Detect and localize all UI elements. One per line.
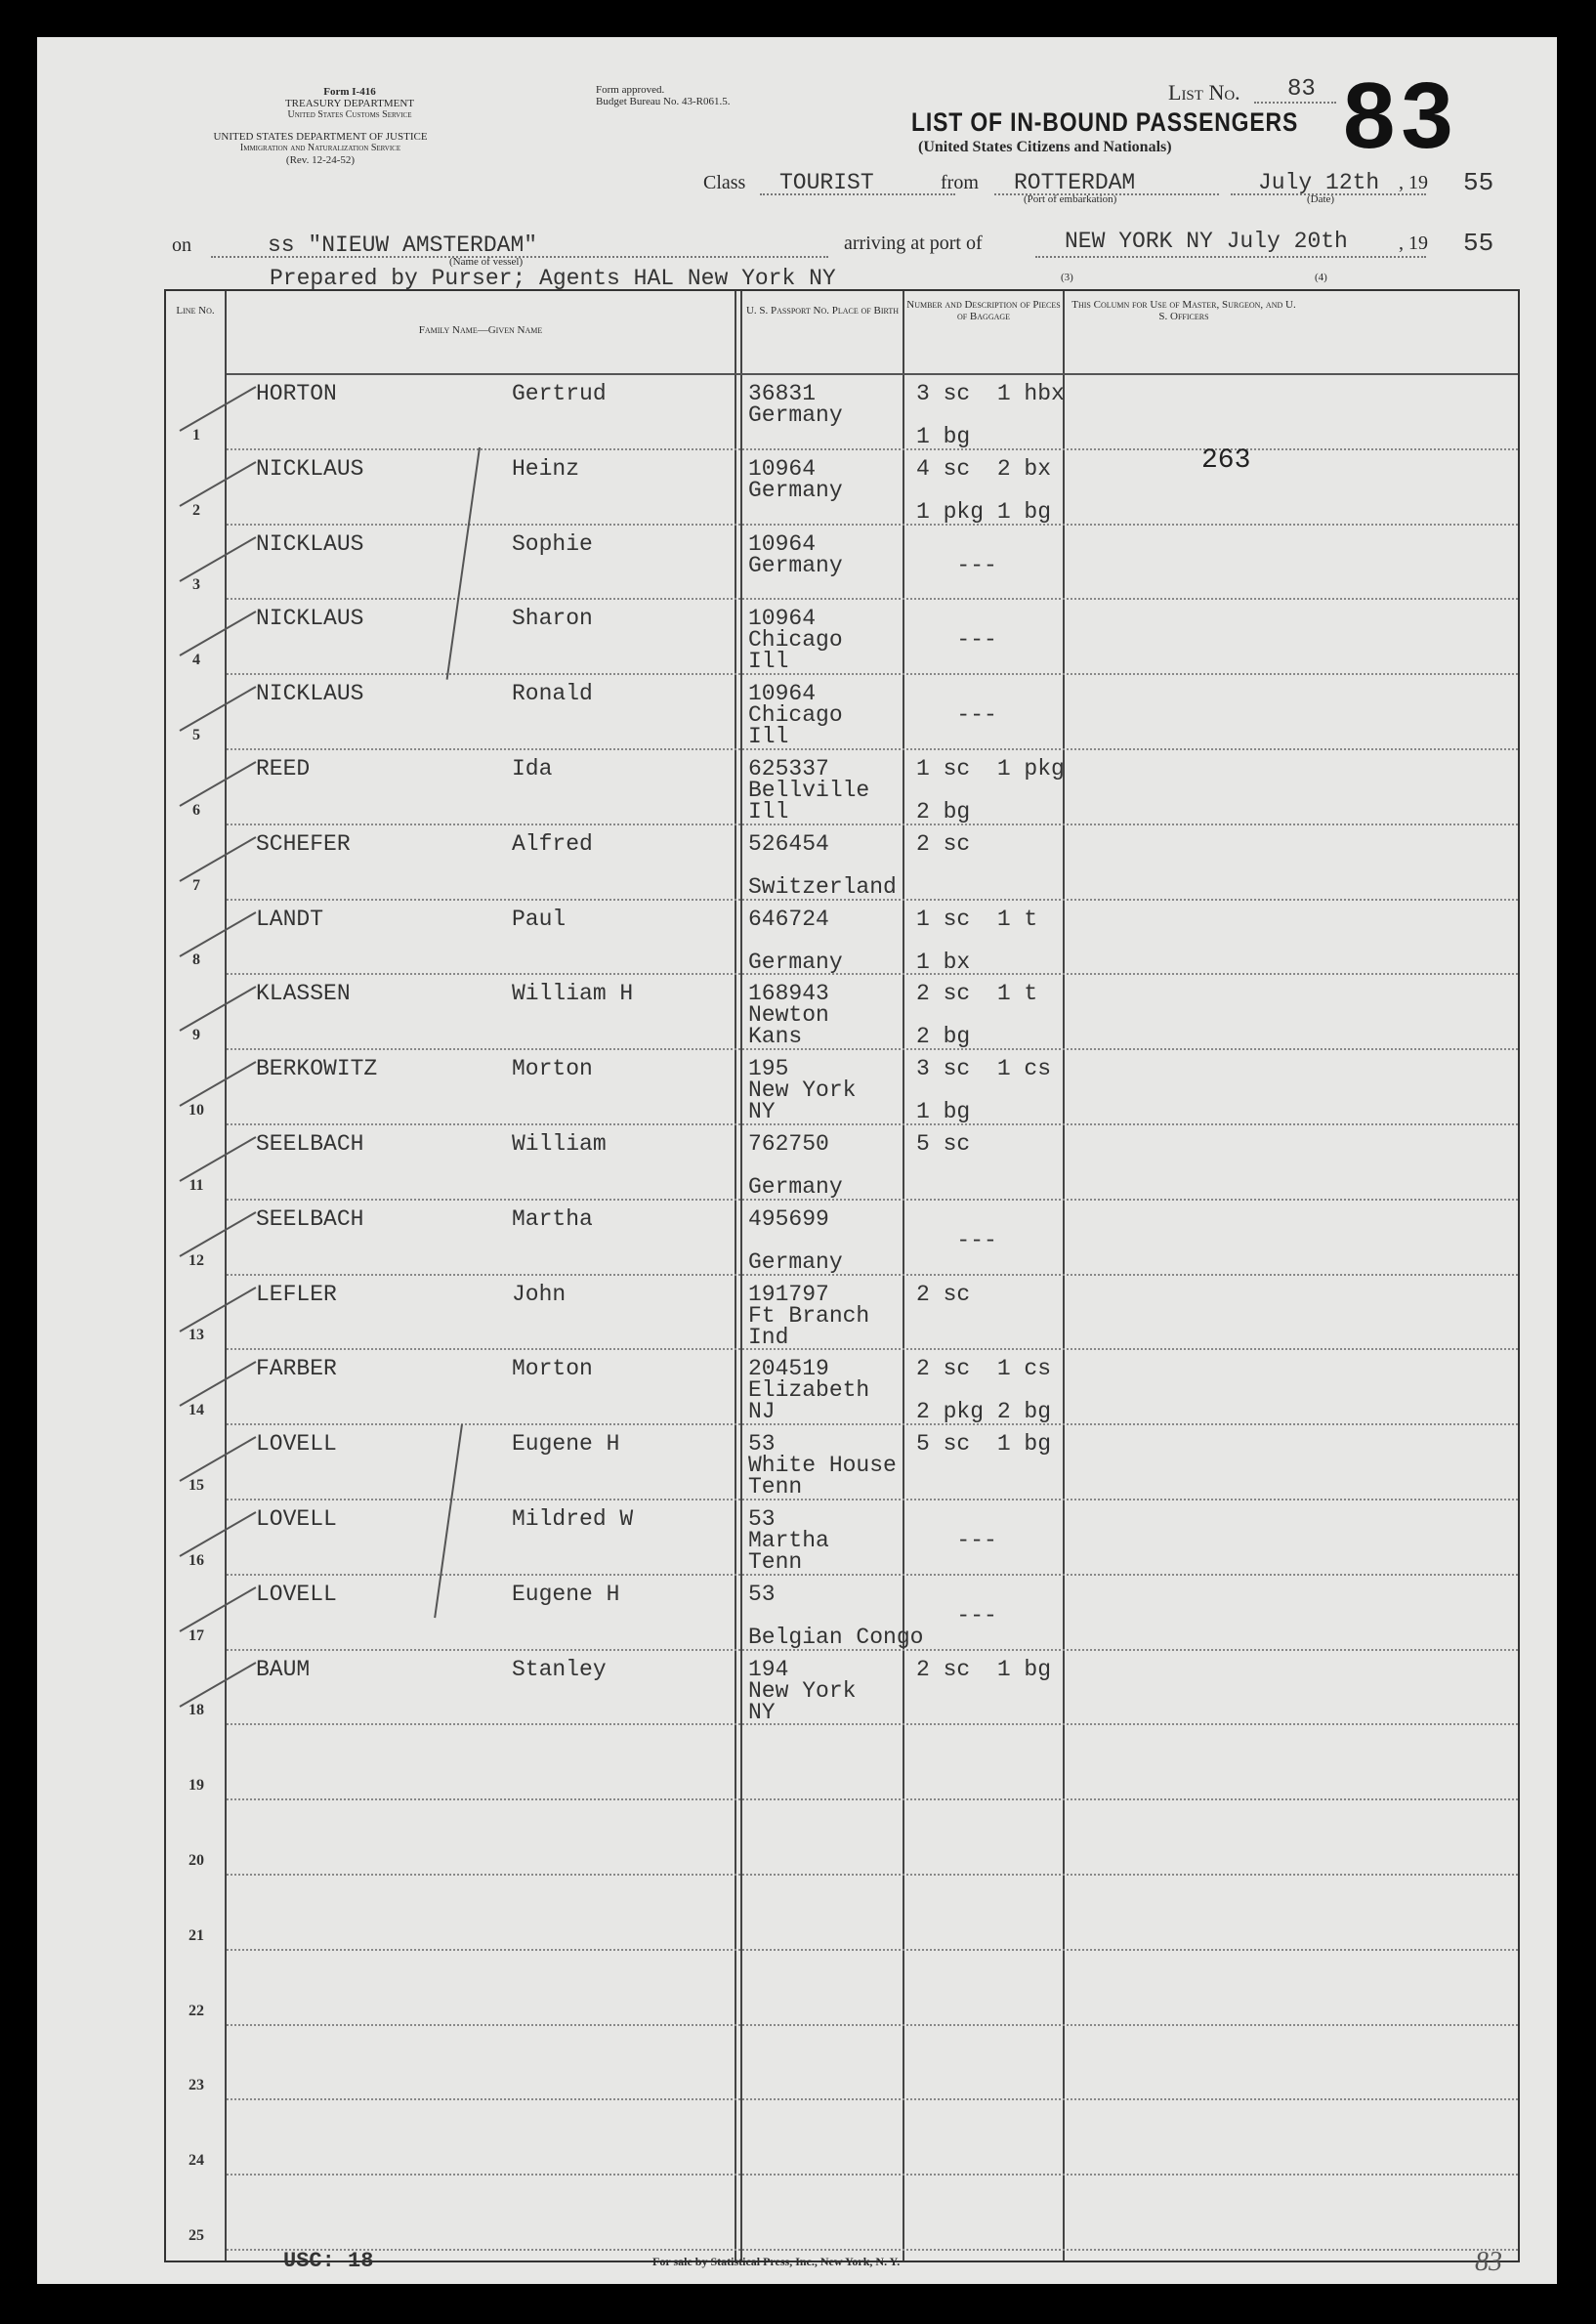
table-row: [166, 1125, 1518, 1201]
line-number: 21: [189, 1926, 204, 1944]
family-name: LOVELL: [256, 1431, 337, 1458]
justice-block: [174, 131, 467, 166]
given-name: Morton: [512, 1056, 593, 1082]
place-of-birth: Germany: [748, 1174, 843, 1200]
place-of-birth: Germany: [748, 1248, 843, 1275]
family-name: NICKLAUS: [256, 455, 364, 482]
line-number: 13: [189, 1327, 204, 1344]
passport-number: 53: [748, 1506, 776, 1532]
caption-3: (3): [1061, 272, 1073, 283]
table-row: [166, 1276, 1518, 1351]
place-of-birth: Germany: [748, 477, 843, 503]
baggage-description: 1 sc 1 pkg 2 bg: [916, 756, 1065, 824]
passport-number: 195: [748, 1056, 789, 1082]
check-mark: [180, 1662, 257, 1708]
place-of-birth: Germany: [748, 402, 843, 428]
table-row: [166, 1876, 1518, 1951]
table-row: [166, 526, 1518, 601]
list-title: LIST OF IN-BOUND PASSENGERS: [911, 107, 1299, 137]
check-mark: [180, 1362, 257, 1408]
given-name: Ida: [512, 756, 553, 782]
family-name: HORTON: [256, 381, 337, 406]
place-of-birth: Germany: [748, 949, 843, 975]
table-row: [166, 1350, 1518, 1425]
check-mark: [180, 1287, 257, 1332]
usc-code: USC: 18: [283, 2249, 374, 2273]
passport-number: 36831: [748, 381, 817, 406]
baggage-description: 2 sc: [916, 1281, 971, 1307]
form-number: Form I-416: [323, 86, 376, 98]
line-number: 23: [189, 2077, 204, 2094]
arriving-label: arriving at port of: [844, 232, 983, 254]
line-number: 24: [189, 2152, 204, 2170]
baggage-description: ---: [956, 1528, 997, 1553]
given-name: Alfred: [512, 830, 593, 857]
approval-block: [596, 84, 730, 107]
vessel-caption: (Name of vessel): [449, 256, 524, 268]
passport-number: 53: [748, 1581, 776, 1607]
line-number: 11: [189, 1176, 204, 1194]
header-name: Family Name—Given Name: [418, 324, 543, 336]
line-number: 18: [189, 1702, 204, 1719]
place-of-birth: Germany: [748, 552, 843, 578]
family-name: KLASSEN: [256, 981, 351, 1007]
passport-number: 10964: [748, 681, 817, 707]
place-of-birth: Chicago Ill: [748, 702, 843, 750]
arrival-value: NEW YORK NY July 20th: [1065, 229, 1348, 254]
passport-number: 194: [748, 1656, 789, 1682]
check-mark: [180, 461, 257, 507]
caption-4: (4): [1315, 272, 1327, 283]
line-number: 8: [192, 951, 200, 969]
table-row: [166, 1651, 1518, 1726]
check-mark: [180, 761, 257, 807]
check-mark: [180, 686, 257, 732]
check-mark: [180, 1061, 257, 1107]
place-of-birth: New York NY: [748, 1077, 857, 1125]
from-label: from: [941, 172, 979, 193]
place-of-birth: Bellville Ill: [748, 778, 870, 824]
given-name: Mildred W: [512, 1506, 634, 1532]
from-caption: (Port of embarkation): [1024, 193, 1117, 205]
family-name: FARBER: [256, 1356, 337, 1382]
check-mark: [180, 1511, 257, 1557]
line-number: 22: [189, 2002, 204, 2019]
check-mark: [180, 386, 257, 432]
line-number: 1: [192, 426, 200, 444]
class-label: Class: [703, 172, 746, 193]
baggage-description: ---: [956, 1227, 997, 1253]
table-row: [166, 675, 1518, 750]
list-no-typed: 83: [1287, 76, 1316, 103]
passport-number: 10964: [748, 530, 817, 557]
customs-service: United States Customs Service: [287, 109, 412, 120]
given-name: Sharon: [512, 606, 593, 632]
passport-number: 204519: [748, 1356, 829, 1382]
line-number: 19: [189, 1777, 204, 1795]
table-row: [166, 2176, 1518, 2251]
form-id-block: [252, 86, 447, 121]
line-number: 3: [192, 576, 200, 594]
check-mark: [180, 911, 257, 957]
list-number-stamp: 83: [1343, 63, 1459, 168]
baggage-description: 1 sc 1 t 1 bx: [916, 906, 1038, 975]
vessel-name: ss "NIEUW AMSTERDAM": [268, 232, 538, 258]
table-row: [166, 450, 1518, 526]
passport-number: 168943: [748, 981, 829, 1007]
family-name: SCHEFER: [256, 830, 351, 857]
given-name: Paul: [512, 906, 567, 932]
table-row: [166, 600, 1518, 675]
baggage-description: 5 sc 1 bg: [916, 1431, 1052, 1458]
handwritten-page-number: 83: [1475, 2247, 1502, 2277]
family-name: SEELBACH: [256, 1205, 364, 1232]
given-name: Stanley: [512, 1656, 607, 1682]
baggage-description: ---: [956, 552, 997, 578]
date-year-prefix: , 19: [1399, 172, 1428, 193]
header-passport: U. S. Passport No. Place of Birth: [745, 305, 900, 317]
header-baggage: Number and Description of Pieces of Baggage: [906, 299, 1061, 322]
date-value: July 12th: [1258, 170, 1380, 195]
given-name: William H: [512, 981, 634, 1007]
check-mark: [180, 1136, 257, 1182]
budget-bureau: Budget Bureau No. 43-R061.5.: [596, 96, 731, 107]
table-row: [166, 1500, 1518, 1576]
family-name: NICKLAUS: [256, 681, 364, 707]
form-approved: Form approved.: [596, 84, 665, 96]
baggage-description: 2 sc 1 bg: [916, 1656, 1052, 1682]
family-name: LEFLER: [256, 1281, 337, 1307]
place-of-birth: White House Tenn: [748, 1453, 897, 1500]
line-number: 2: [192, 501, 200, 519]
ins-service: Immigration and Naturalization Service: [239, 143, 401, 153]
date-caption: (Date): [1307, 193, 1335, 205]
baggage-description: 3 sc 1 cs 1 bg: [916, 1056, 1052, 1125]
arrival-year-prefix: , 19: [1399, 232, 1428, 254]
baggage-description: 5 sc: [916, 1131, 971, 1157]
given-name: Ronald: [512, 681, 593, 707]
officer-note: 263: [1201, 445, 1251, 476]
table-row: [166, 825, 1518, 901]
table-row: [166, 750, 1518, 825]
given-name: Heinz: [512, 455, 580, 482]
check-mark: [180, 612, 257, 657]
given-name: William: [512, 1131, 607, 1157]
list-no-label: List No.: [1168, 80, 1240, 105]
passport-number: 10964: [748, 606, 817, 632]
passenger-table: [164, 289, 1520, 2262]
baggage-description: 2 sc 1 cs 2 pkg 2 bg: [916, 1356, 1052, 1425]
baggage-description: ---: [956, 1602, 997, 1628]
line-number: 7: [192, 876, 200, 894]
table-row: [166, 1576, 1518, 1651]
family-name: LANDT: [256, 906, 324, 932]
check-mark: [180, 536, 257, 582]
line-number: 15: [189, 1476, 204, 1494]
line-number: 14: [189, 1402, 204, 1419]
baggage-description: 2 sc: [916, 830, 971, 857]
line-number: 5: [192, 726, 200, 743]
family-name: BAUM: [256, 1656, 311, 1682]
line-number: 12: [189, 1251, 204, 1269]
table-row: [166, 375, 1518, 450]
line-number: 6: [192, 801, 200, 819]
header-line-no: Line No.: [176, 305, 215, 317]
family-name: NICKLAUS: [256, 530, 364, 557]
check-mark: [180, 836, 257, 882]
check-mark: [180, 1586, 257, 1632]
baggage-description: 4 sc 2 bx 1 pkg 1 bg: [916, 455, 1052, 525]
on-label: on: [172, 234, 191, 256]
family-name: LOVELL: [256, 1581, 337, 1607]
family-name: BERKOWITZ: [256, 1056, 378, 1082]
check-mark: [180, 1211, 257, 1257]
table-row: [166, 2026, 1518, 2101]
baggage-description: ---: [956, 702, 997, 729]
table-row: [166, 1725, 1518, 1800]
line-number: 10: [189, 1101, 204, 1119]
family-name: REED: [256, 756, 311, 782]
passport-number: 762750: [748, 1131, 829, 1157]
table-row: [166, 901, 1518, 976]
given-name: John: [512, 1281, 567, 1307]
passport-number: 53: [748, 1431, 776, 1458]
baggage-description: 2 sc 1 t 2 bg: [916, 981, 1038, 1050]
place-of-birth: New York NY: [748, 1677, 857, 1725]
header-officers: This Column for Use of Master, Surgeon, and U. S. Officers: [1071, 299, 1296, 322]
given-name: Gertrud: [512, 381, 607, 406]
baggage-description: 3 sc 1 hbx 1 bg: [916, 381, 1065, 449]
table-row: [166, 2100, 1518, 2176]
baggage-description: ---: [956, 627, 997, 654]
place-of-birth: Newton Kans: [748, 1002, 829, 1050]
place-of-birth: Ft Branch Ind: [748, 1302, 870, 1350]
given-name: Martha: [512, 1205, 593, 1232]
table-row: [166, 1050, 1518, 1125]
passport-number: 526454: [748, 830, 829, 857]
prepared-by: Prepared by Purser; Agents HAL New York NY: [270, 266, 836, 291]
place-of-birth: Elizabeth NJ: [748, 1377, 870, 1425]
line-number: 17: [189, 1627, 204, 1644]
passport-number: 10964: [748, 455, 817, 482]
check-mark: [180, 987, 257, 1033]
from-value: ROTTERDAM: [1014, 170, 1136, 195]
passport-number: 495699: [748, 1205, 829, 1232]
passport-number: 646724: [748, 906, 829, 932]
arrival-line: [1035, 256, 1426, 258]
line-number: 25: [189, 2226, 204, 2244]
place-of-birth: Belgian Congo: [748, 1624, 924, 1650]
list-subtitle: (United States Citizens and Nationals): [918, 139, 1172, 155]
given-name: Eugene H: [512, 1431, 620, 1458]
treasury-dept: TREASURY DEPARTMENT: [284, 98, 415, 109]
family-name: SEELBACH: [256, 1131, 364, 1157]
given-name: Morton: [512, 1356, 593, 1382]
family-name: LOVELL: [256, 1506, 337, 1532]
given-name: Eugene H: [512, 1581, 620, 1607]
line-number: 4: [192, 652, 200, 669]
justice-dept: UNITED STATES DEPARTMENT OF JUSTICE: [213, 131, 428, 143]
place-of-birth: Martha Tenn: [748, 1528, 829, 1575]
place-of-birth: Chicago Ill: [748, 627, 843, 675]
table-row: [166, 1800, 1518, 1876]
table-row: [166, 1425, 1518, 1500]
place-of-birth: Switzerland: [748, 873, 897, 900]
printer-note: For sale by Statistical Press, Inc., New York, N. Y.: [652, 2255, 901, 2268]
table-row: [166, 975, 1518, 1050]
given-name: Sophie: [512, 530, 593, 557]
check-mark: [180, 1436, 257, 1482]
family-name: NICKLAUS: [256, 606, 364, 632]
row-rule: [227, 2249, 1518, 2251]
line-number: 16: [189, 1551, 204, 1569]
passport-number: 191797: [748, 1281, 829, 1307]
passport-number: 625337: [748, 756, 829, 782]
revision: (Rev. 12-24-52): [285, 154, 356, 166]
date-year: 55: [1463, 168, 1494, 197]
arrival-year: 55: [1463, 229, 1494, 258]
table-row: [166, 1201, 1518, 1276]
table-row: [166, 1951, 1518, 2026]
class-value: TOURIST: [779, 170, 874, 195]
form-sheet: [37, 37, 1557, 2284]
line-number: 20: [189, 1851, 204, 1869]
line-number: 9: [192, 1027, 200, 1044]
